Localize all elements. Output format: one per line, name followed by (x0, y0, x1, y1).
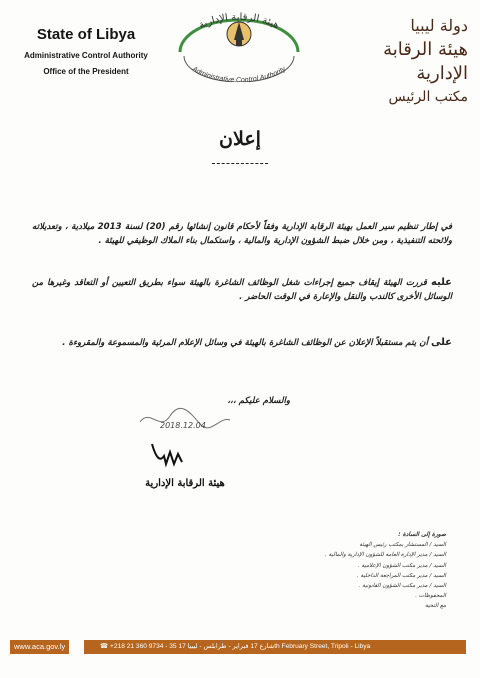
closing-greeting: والسلام عليكم ،،، (227, 396, 290, 406)
footer-website: www.aca.gov.ly (10, 640, 69, 654)
cc-item: مع التحية (425, 603, 446, 610)
footer-address: ☎ +218 21 360 9734 - 35 شارع 17 فبراير - طرابلس - ليبيا 17th February Street, Tripoli - Libya (100, 643, 371, 650)
paragraph-2-text: قررت الهيئة إيقاف جميع إجراءات شغل الوظائف الشاغرة بالهيئة سواء بطريق التعيين أو التعاقد وغيرها من الوسائل الأخرى كالندب والنقل والإعارة في الوقت الحاضر . (32, 278, 452, 302)
logo-text-ar: هيئة الرقابة الإدارية (197, 11, 281, 32)
paragraph-2 (32, 276, 452, 304)
signer-name: هيئة الرقابة الإدارية (145, 478, 225, 489)
paragraph-3-lead: على (430, 337, 452, 348)
title-divider (212, 163, 268, 164)
header-english (12, 26, 160, 77)
header-en-authority: Administrative Control Authority (24, 51, 148, 60)
paragraph-2-lead: عليه (430, 277, 452, 288)
paragraph-3-text: أن يتم مستقبلاً الإعلان عن الوظائف الشاغرة بالهيئة في وسائل الإعلام المرئية والمسموعة والمقروءة . (62, 338, 428, 348)
cc-item: السيد / المستشار بمكتب رئيس الهيئة (359, 542, 446, 549)
handwritten-date: 2018.12.04 (160, 421, 206, 430)
cc-list (296, 530, 446, 612)
signature-area (130, 402, 240, 472)
cc-item: السيد / مدير الإدارة العامة للشؤون الإدارية والمالية . (325, 552, 446, 559)
cc-item: المحفوظات . (415, 593, 446, 600)
header-en-state: State of Libya (36, 26, 136, 43)
cc-item: السيد / مدير مكتب الشؤون القانونية . (358, 583, 446, 590)
paragraph-1: في إطار تنظيم سير العمل بهيئة الرقابة الإدارية وفقاً لأحكام قانون إنشائها رقم (20) لسنة 2013 ميلادية ، وتعديلاته ولائحته التنفيذية ، ومن خلال ضبط الشؤون الإدارية والمالية ، واستكمال بناء الملاك الوظيفي للهيئة . (32, 222, 452, 246)
header-ar-authority: هيئة الرقابة الإدارية (383, 39, 468, 84)
cc-item: السيد / مدير مكتب المراجعة الداخلية . (356, 572, 446, 579)
paragraph-3 (32, 336, 452, 350)
authority-logo (170, 10, 308, 82)
header-arabic (328, 16, 468, 106)
svg-text:Administrative Control Authori (190, 65, 287, 82)
header-en-office: Office of the President (43, 67, 129, 76)
signature-stroke (152, 444, 182, 464)
header-ar-office: مكتب الرئيس (388, 89, 468, 105)
footer (0, 636, 480, 658)
header-ar-state: دولة ليبيا (410, 16, 468, 35)
logo-text-en: Administrative Control Authority (190, 65, 288, 82)
document-title: إعلان (219, 128, 261, 150)
cc-title: صورة إلى السادة : (398, 531, 446, 538)
cc-item: السيد / مدير مكتب الشؤون الإعلامية . (357, 562, 446, 569)
